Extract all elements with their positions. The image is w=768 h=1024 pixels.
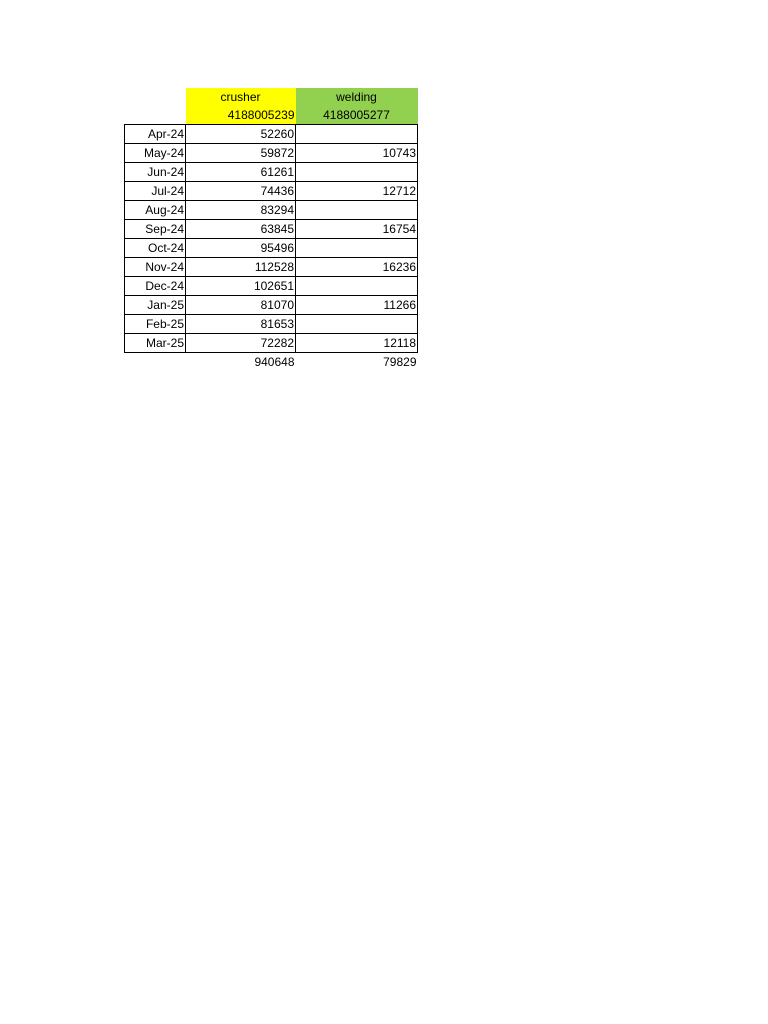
table-row bbox=[125, 125, 418, 144]
crusher-cell[interactable]: 95496 bbox=[186, 239, 296, 258]
crusher-total-cell[interactable]: 940648 bbox=[254, 355, 295, 369]
welding-total-cell[interactable]: 79829 bbox=[383, 355, 417, 369]
welding-cell[interactable] bbox=[296, 125, 418, 144]
welding-cell[interactable]: 12118 bbox=[296, 334, 418, 353]
header-corner-cell[interactable] bbox=[125, 88, 186, 106]
month-cell[interactable]: Mar-25 bbox=[125, 334, 186, 353]
crusher-cell[interactable]: 81653 bbox=[186, 315, 296, 334]
welding-cell[interactable] bbox=[296, 239, 418, 258]
crusher-cell[interactable]: 61261 bbox=[186, 163, 296, 182]
month-cell[interactable]: Nov-24 bbox=[125, 258, 186, 277]
welding-header-code[interactable]: 4188005277 bbox=[296, 106, 418, 125]
welding-cell[interactable] bbox=[296, 277, 418, 296]
crusher-cell[interactable]: 52260 bbox=[186, 125, 296, 144]
month-cell[interactable]: May-24 bbox=[125, 144, 186, 163]
crusher-cell[interactable]: 63845 bbox=[186, 220, 296, 239]
table-footer bbox=[125, 353, 418, 372]
crusher-header-label[interactable]: crusher bbox=[186, 88, 296, 106]
month-cell[interactable]: Sep-24 bbox=[125, 220, 186, 239]
table-body bbox=[125, 125, 418, 353]
totals-row bbox=[125, 353, 418, 372]
welding-cell[interactable] bbox=[296, 315, 418, 334]
month-cell[interactable]: Jul-24 bbox=[125, 182, 186, 201]
table-row bbox=[125, 277, 418, 296]
crusher-cell[interactable]: 72282 bbox=[186, 334, 296, 353]
month-cell[interactable]: Aug-24 bbox=[125, 201, 186, 220]
crusher-cell[interactable]: 112528 bbox=[186, 258, 296, 277]
table-row bbox=[125, 144, 418, 163]
month-cell[interactable]: Jun-24 bbox=[125, 163, 186, 182]
welding-cell[interactable] bbox=[296, 163, 418, 182]
crusher-cell[interactable]: 74436 bbox=[186, 182, 296, 201]
table-row bbox=[125, 296, 418, 315]
crusher-cell[interactable]: 59872 bbox=[186, 144, 296, 163]
table-row bbox=[125, 334, 418, 353]
welding-cell[interactable]: 10743 bbox=[296, 144, 418, 163]
table-row bbox=[125, 315, 418, 334]
header-row-codes bbox=[125, 106, 418, 125]
month-cell[interactable]: Feb-25 bbox=[125, 315, 186, 334]
welding-cell[interactable]: 12712 bbox=[296, 182, 418, 201]
table-row bbox=[125, 239, 418, 258]
welding-cell[interactable]: 16236 bbox=[296, 258, 418, 277]
month-cell[interactable]: Dec-24 bbox=[125, 277, 186, 296]
table-header bbox=[125, 88, 418, 125]
table-row bbox=[125, 258, 418, 277]
month-cell[interactable]: Apr-24 bbox=[125, 125, 186, 144]
welding-cell[interactable]: 16754 bbox=[296, 220, 418, 239]
table-row bbox=[125, 182, 418, 201]
crusher-cell[interactable]: 83294 bbox=[186, 201, 296, 220]
crusher-cell[interactable]: 102651 bbox=[186, 277, 296, 296]
header-corner-cell-2[interactable] bbox=[125, 106, 186, 125]
month-cell[interactable]: Jan-25 bbox=[125, 296, 186, 315]
spreadsheet-table bbox=[124, 88, 418, 371]
table-row bbox=[125, 220, 418, 239]
crusher-header-code[interactable]: 4188005239 bbox=[186, 106, 296, 125]
crusher-cell[interactable]: 81070 bbox=[186, 296, 296, 315]
table-row bbox=[125, 163, 418, 182]
welding-cell[interactable]: 11266 bbox=[296, 296, 418, 315]
welding-header-label[interactable]: welding bbox=[296, 88, 418, 106]
header-row-labels bbox=[125, 88, 418, 106]
table-row bbox=[125, 201, 418, 220]
welding-cell[interactable] bbox=[296, 201, 418, 220]
month-cell[interactable]: Oct-24 bbox=[125, 239, 186, 258]
totals-label-cell[interactable] bbox=[125, 353, 186, 372]
